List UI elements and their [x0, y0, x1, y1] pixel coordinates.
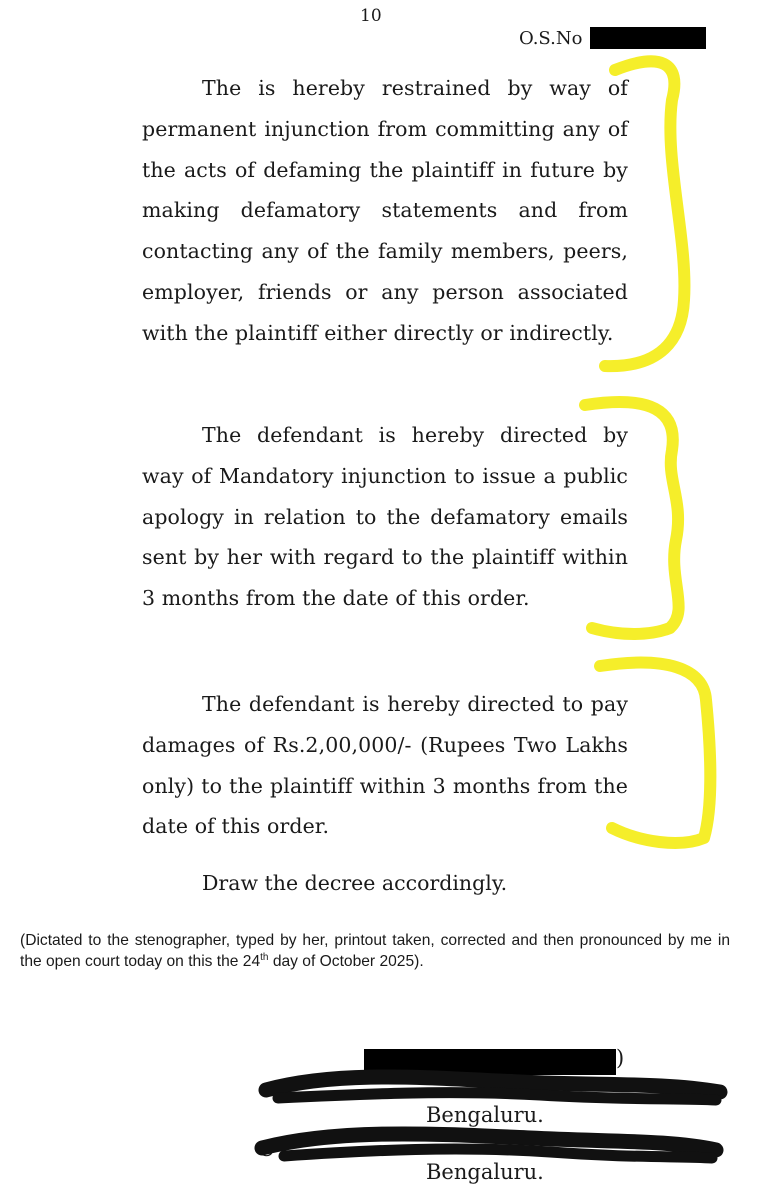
case-number-redaction	[590, 27, 706, 49]
signature-scribble-1	[266, 1077, 720, 1092]
page-number: 10	[360, 6, 382, 26]
signature-scribble-2	[262, 1134, 716, 1150]
order-paragraph-apology	[142, 415, 628, 619]
paragraph-text: The is hereby restrained by way of permanent injunction from committing any of the acts of defaming the plaintiff in future by making defamatory statements and from contacting any of the family members, peers, employer, friends or any person associated with the plaintiff either directly or indirectly.	[142, 76, 628, 345]
paragraph-text: The defendant is hereby directed by way of Mandatory injunction to issue a public apology in relation to the defamatory emails sent by her with regard to the plaintiff within 3 months from the date of this order.	[142, 423, 628, 611]
dictation-note	[20, 930, 730, 972]
dictation-note-text: (Dictated to the stenographer, typed by her, printout taken, corrected and then pronounced by me in the open court today on this the 24	[20, 932, 730, 971]
signature-city-2: Bengaluru.	[426, 1160, 544, 1184]
signature-comma: ,	[712, 1080, 719, 1104]
signature-letter-c: C	[258, 1137, 275, 1161]
ordinal-suffix: th	[260, 952, 269, 964]
signature-city-1: Bengaluru.	[426, 1103, 544, 1127]
paragraph-text: The defendant is hereby directed to pay damages of Rs.2,00,000/- (Rupees Two Lakhs only) to the plaintiff within 3 months from the date of this order.	[142, 692, 628, 839]
judge-name-redaction	[364, 1049, 616, 1075]
signature-scribble-1b	[278, 1093, 716, 1100]
closing-line: Draw the decree accordingly.	[202, 871, 508, 895]
order-paragraph-damages	[142, 684, 628, 847]
order-paragraph-injunction	[142, 68, 628, 354]
signature-scribble-2b	[284, 1149, 712, 1158]
case-number-label: O.S.No	[519, 28, 583, 49]
dictation-note-text-end: day of October 2025).	[268, 953, 424, 971]
signature-bracket: )	[616, 1046, 625, 1070]
